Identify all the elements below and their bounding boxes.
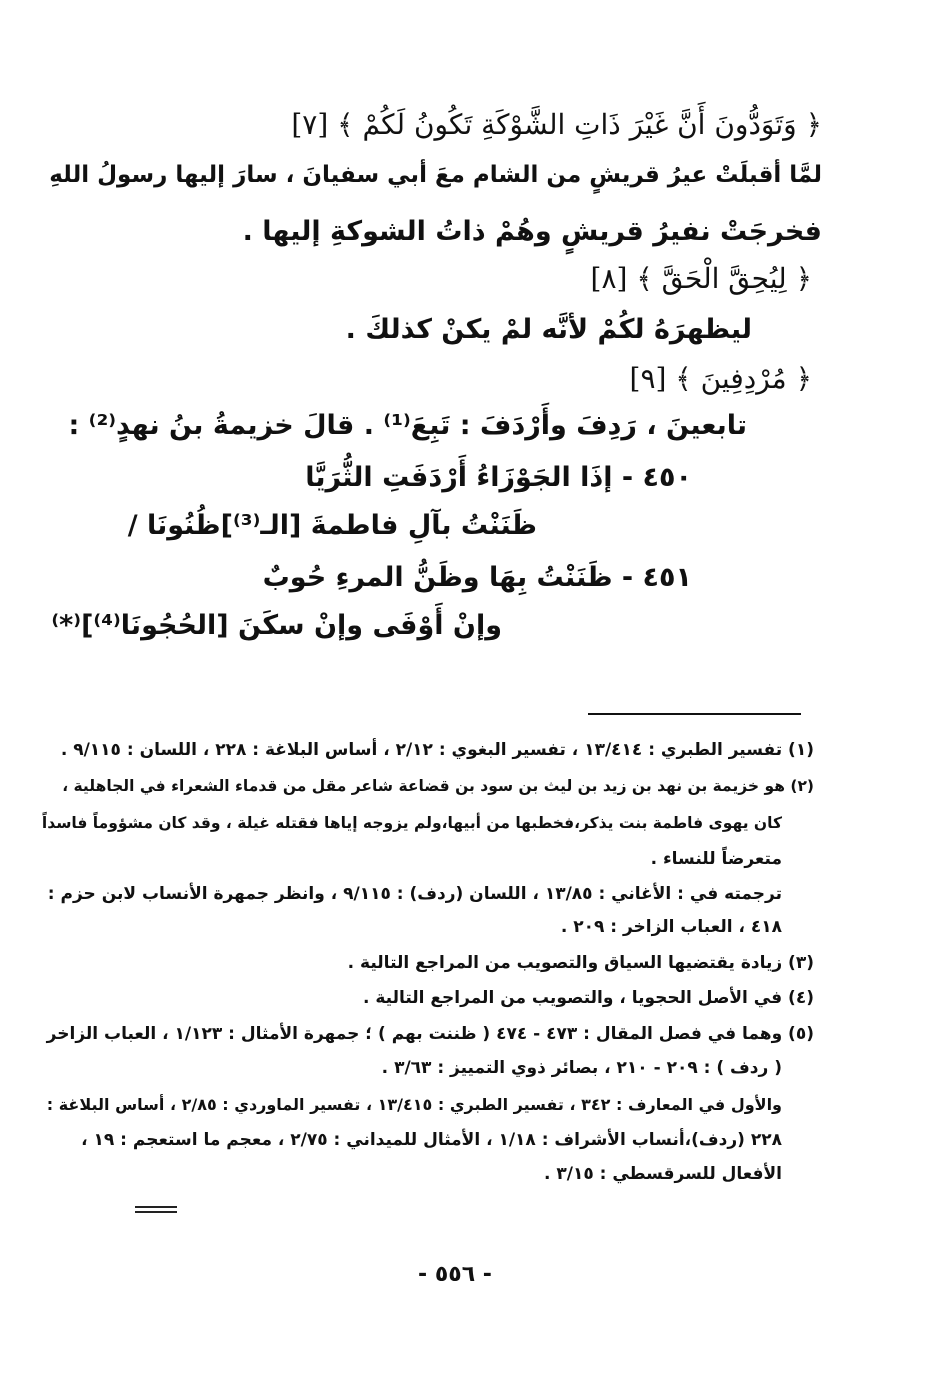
footnote-line: (٥) وهما في فصل المقال : ٤٧٣ - ٤٧٤ ( ظننت بهم ) ؛ جمهرة الأمثال : ١/١٢٣ ، العباب الزاخر <box>46 1024 814 1044</box>
commentary-line: فخرجَتْ نفيرُ قريشٍ وهُمْ ذاتُ الشوكةِ إليها . <box>242 216 822 247</box>
footnote-line: (٤) في الأصل الحجويا ، والتصويب من المراجع التالية . <box>362 988 814 1008</box>
footnote-line: (١) تفسير الطبري : ١٣/٤١٤ ، تفسير البغوي : ٢/١٢ ، أساس البلاغة : ٢٢٨ ، اللسان : ٩/١١٥ . <box>60 740 814 760</box>
commentary-line: لمَّا أقبلَتْ عيرُ قريشٍ من الشام معَ أبي سفيانَ ، سارَ إليها رسولُ اللهِ <box>49 162 822 188</box>
footnote-line: ( ردف ) : ٢٠٩ - ٢١٠ ، بصائر ذوي التمييز : ٣/٦٣ . <box>381 1058 782 1078</box>
verse-7: ﴿ وَتَوَدُّونَ أَنَّ غَيْرَ ذَاتِ الشَّوْكَةِ تَكُونُ لَكُمْ ﴾ [٧] <box>291 108 822 141</box>
poem-hemistich: ٤٥٠ - إذَا الجَوْزَاءُ أَرْدَفَتِ الثُّرَيَّا <box>305 462 692 493</box>
poem-hemistich: ٤٥١ - ظَنَنْتُ بِهَا وظَنُّ المرءِ حُوبٌ <box>262 562 692 593</box>
poem-hemistich: ظَنَنْتُ بآلِ فاطمةَ [الـ⁽³⁾]ظُنُونَا / <box>127 510 537 541</box>
poem-hemistich: وإنْ أَوْفَى وإنْ سكَنَ [الحُجُونَا⁽⁴⁾]⁽*⁾ <box>51 610 502 641</box>
footnote-separator <box>588 713 801 715</box>
commentary-line: ليظهرَهُ لكُمْ لأنَّه لمْ يكنْ كذلكَ . <box>345 314 752 345</box>
verse-8: ﴿ لِيُحِقَّ الْحَقَّ ﴾ [٨] <box>590 262 812 295</box>
page-number: - ٥٥٦ - <box>418 1262 492 1287</box>
footnote-line: والأول في المعارف : ٣٤٢ ، تفسير الطبري : ١٣/٤١٥ ، تفسير الماوردي : ٢/٨٥ ، أساس البلاغة : <box>46 1095 782 1114</box>
footnote-line: متعرضاً للنساء . <box>650 849 782 869</box>
footnote-line: كان يهوى فاطمة بنت يذكر،فخطبها من أبيها،ولم يزوجه إياها فقتله غيلة ، وقد كان مشؤوماً فاسداً <box>41 814 782 832</box>
footnote-line: ترجمته في : الأغاني : ١٣/٨٥ ، اللسان (ردف) : ٩/١١٥ ، وانظر جمهرة الأنساب لابن حزم : <box>47 884 782 904</box>
commentary-line: تابعينَ ، رَدِفَ وأَرْدَفَ : تَبِعَ⁽¹⁾ . قالَ خزيمةُ بنُ نهدٍ⁽²⁾ : <box>68 410 747 441</box>
footnote-line: (٣) زيادة يقتضيها السياق والتصويب من المراجع التالية . <box>347 953 814 973</box>
verse-9: ﴿ مُرْدِفِينَ ﴾ [٩] <box>629 362 812 395</box>
footnote-end-rule <box>135 1206 177 1216</box>
footnote-line: (٢) هو خزيمة بن نهد بن زيد بن ليث بن سود بن قضاعة شاعر مقل من قدماء الشعراء في الجاهلية ، <box>62 777 814 795</box>
footnote-line: ٢٢٨ (ردف)،أنساب الأشراف : ١/١٨ ، الأمثال للميداني : ٢/٧٥ ، معجم ما استعجم : ١٩ ، <box>81 1130 782 1150</box>
footnote-line: الأفعال للسرقسطي : ٣/١٥ . <box>543 1164 782 1184</box>
footnote-line: ٤١٨ ، العباب الزاخر : ٢٠٩ . <box>560 917 782 937</box>
